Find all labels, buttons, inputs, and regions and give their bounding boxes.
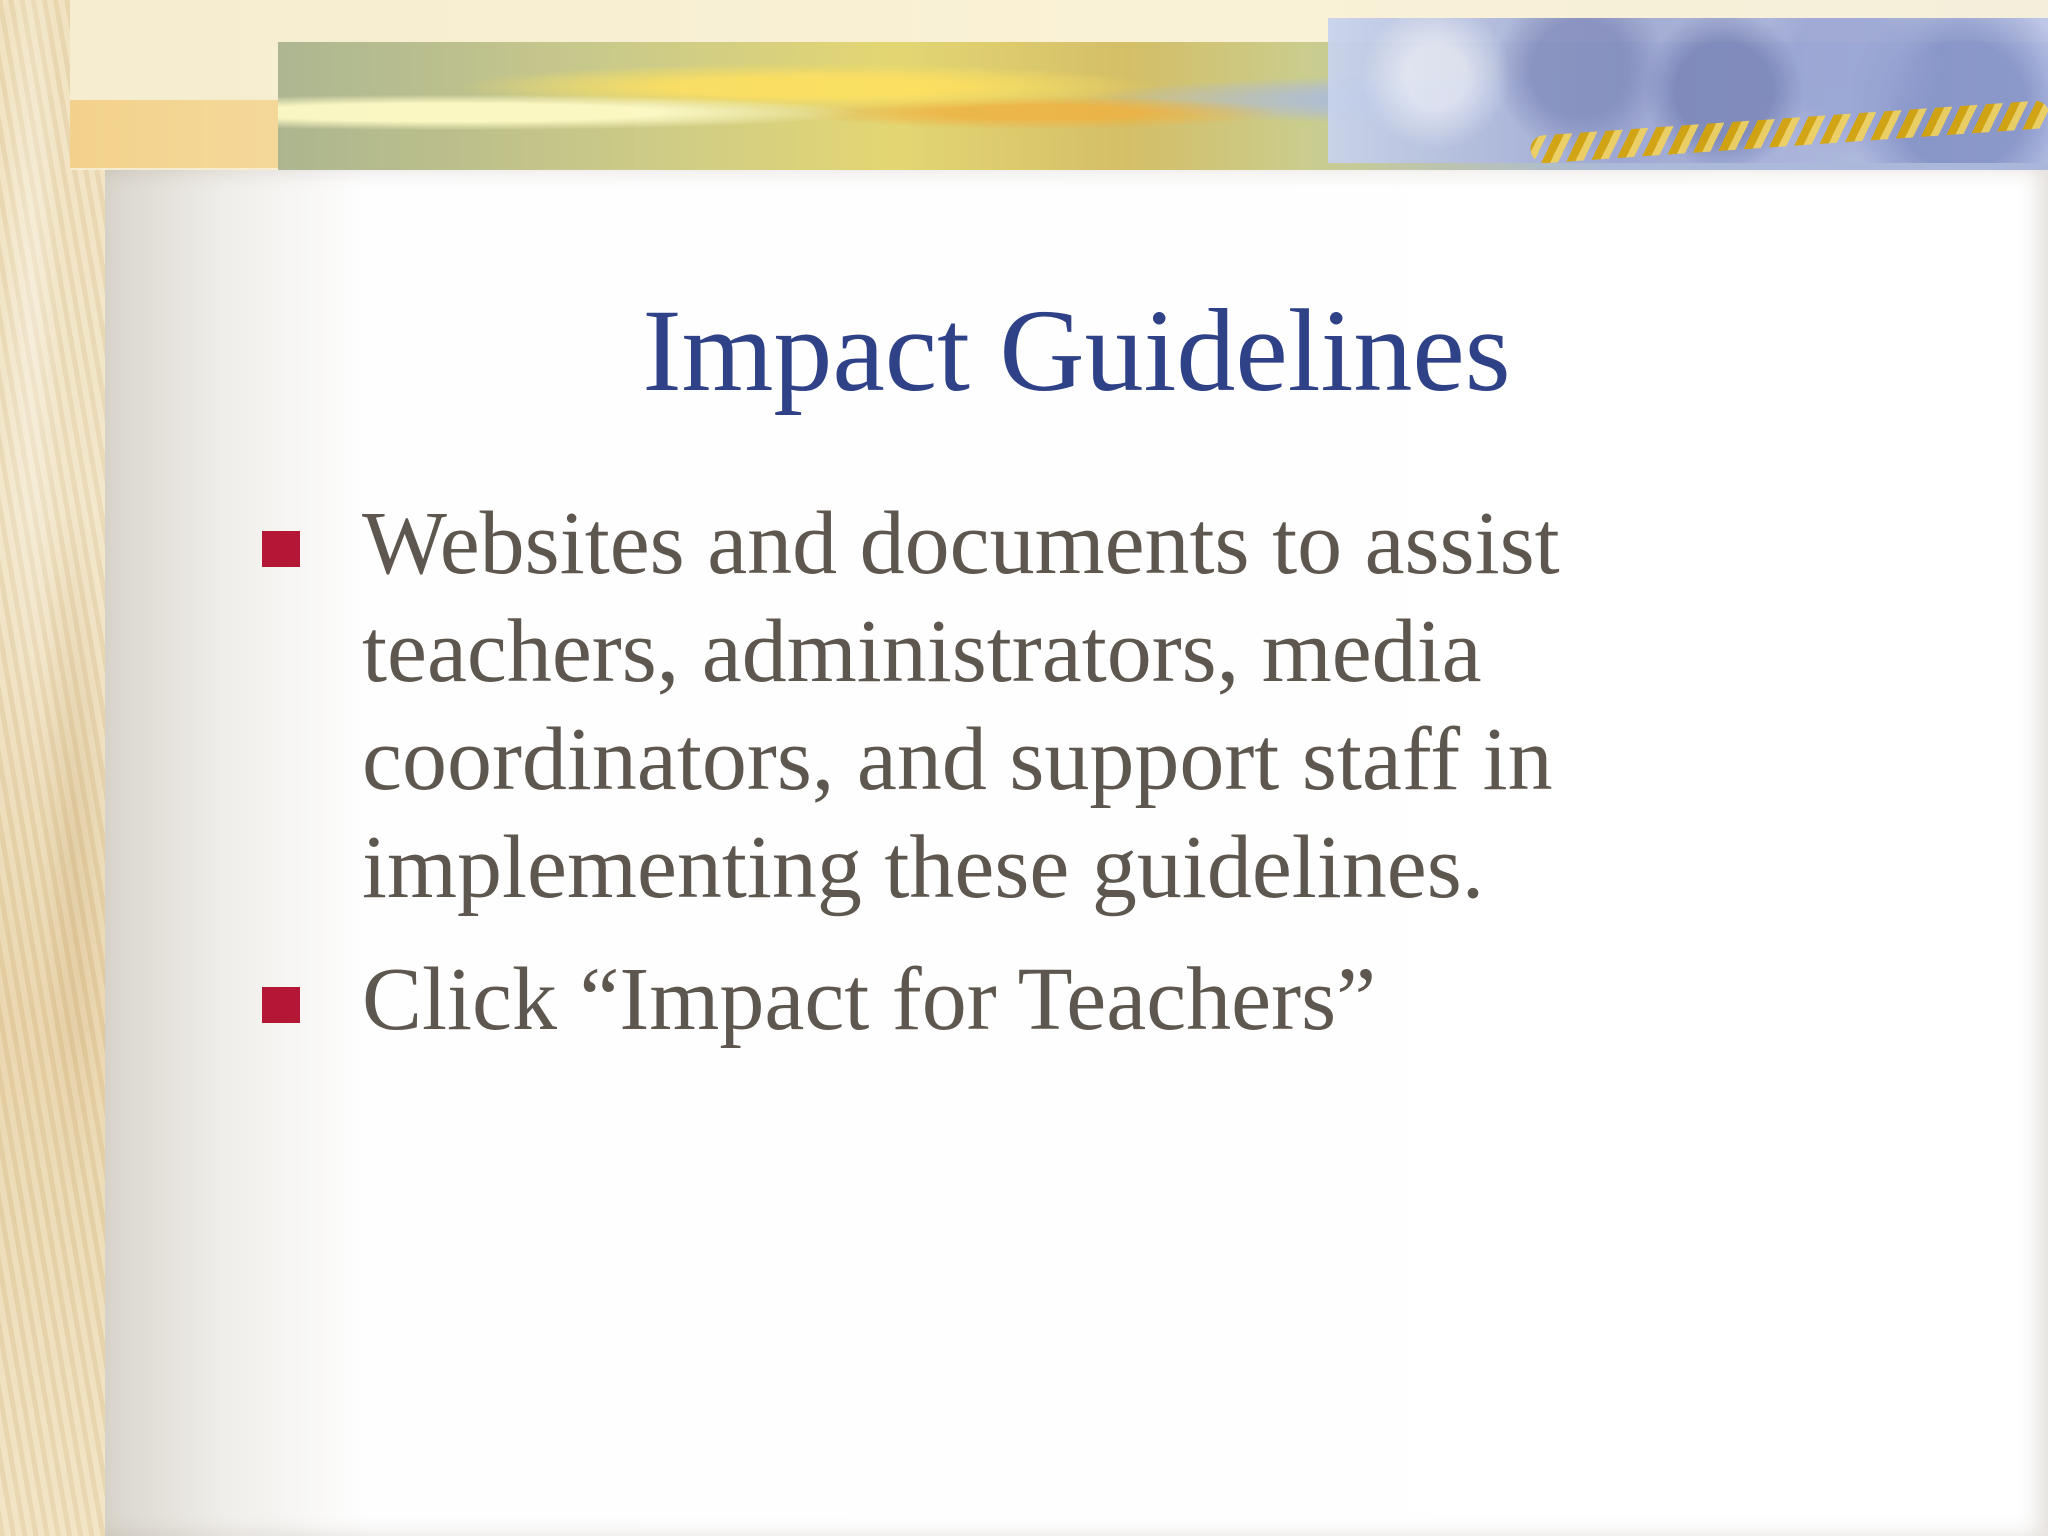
bullet-item	[262, 490, 1632, 922]
bullet-text: Websites and documents to assist teachers, administrators, media coordinators, and support staff in implementing these guidelines.	[362, 494, 1560, 917]
bullet-marker-icon	[262, 531, 300, 567]
bullet-item	[262, 946, 1632, 1054]
bullet-list	[262, 490, 1632, 1078]
slide-title: Impact Guidelines	[642, 285, 1511, 416]
bullet-marker-icon	[262, 987, 300, 1023]
bullet-text: Click “Impact for Teachers”	[362, 950, 1377, 1049]
floral-header-banner	[70, 0, 2048, 170]
left-texture-decoration	[0, 0, 105, 1536]
